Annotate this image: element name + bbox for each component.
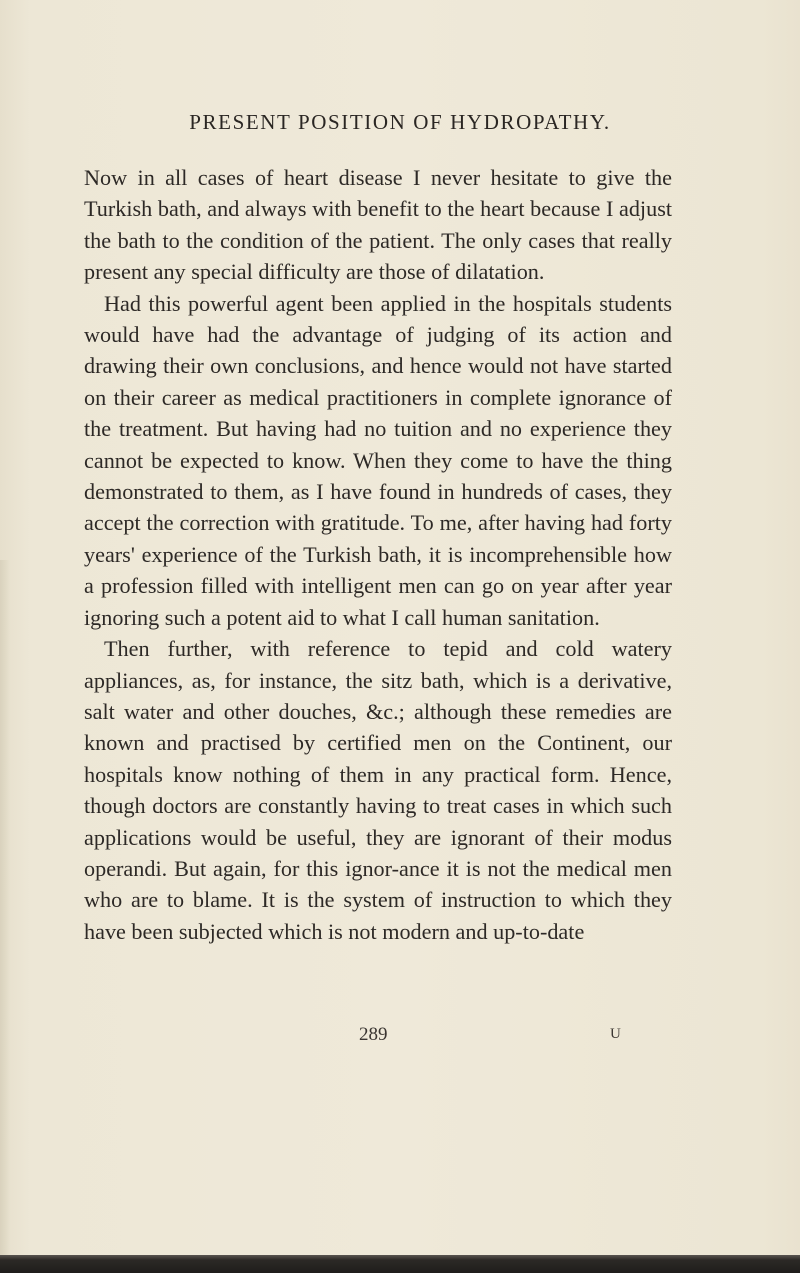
page-number: 289: [359, 1024, 388, 1045]
page-gutter-shadow: [0, 560, 10, 1273]
paragraph: Then further, with reference to tepid and cold watery appliances, as, for instance, the sitz bath, which is a derivative, salt water and other douches, &c.; although these remedies are known and practised by certified men on the Continent, our hospitals know nothing of them in any practical form. Hence, though doctors are constantly having to treat cases in which such applications would be useful, they are ignorant of their modus operandi. But again, for this ignor-ance it is not the medical men who are to blame. It is the system of instruction to which they have been subjected which is not modern and up-to-date: [84, 636, 672, 944]
signature-mark: U: [610, 1026, 621, 1042]
running-title: PRESENT POSITION OF HYDROPATHY.: [189, 110, 611, 134]
paragraph: Had this powerful agent been applied in the hospitals students would have had the advantage of judging of its action and drawing their own conclusions, and hence would not have started on their career as medical practitioners in complete ignorance of the treatment. But having had no tuition and no experience they cannot be expected to know. When they come to have the thing demonstrated to them, as I have found in hundreds of cases, they accept the correction with gratitude. To me, after having had forty years' experience of the Turkish bath, it is incomprehensible how a profession filled with intelligent men can go on year after year ignoring such a potent aid to what I call human sanitation.: [84, 290, 672, 630]
paragraph: Now in all cases of heart disease I never hesitate to give the Turkish bath, and always with benefit to the heart because I adjust the bath to the condition of the patient. The only cases that really present any special difficulty are those of dilatation.: [84, 165, 672, 285]
bottom-edge-shadow: [0, 1255, 800, 1273]
body-text: [84, 162, 672, 947]
